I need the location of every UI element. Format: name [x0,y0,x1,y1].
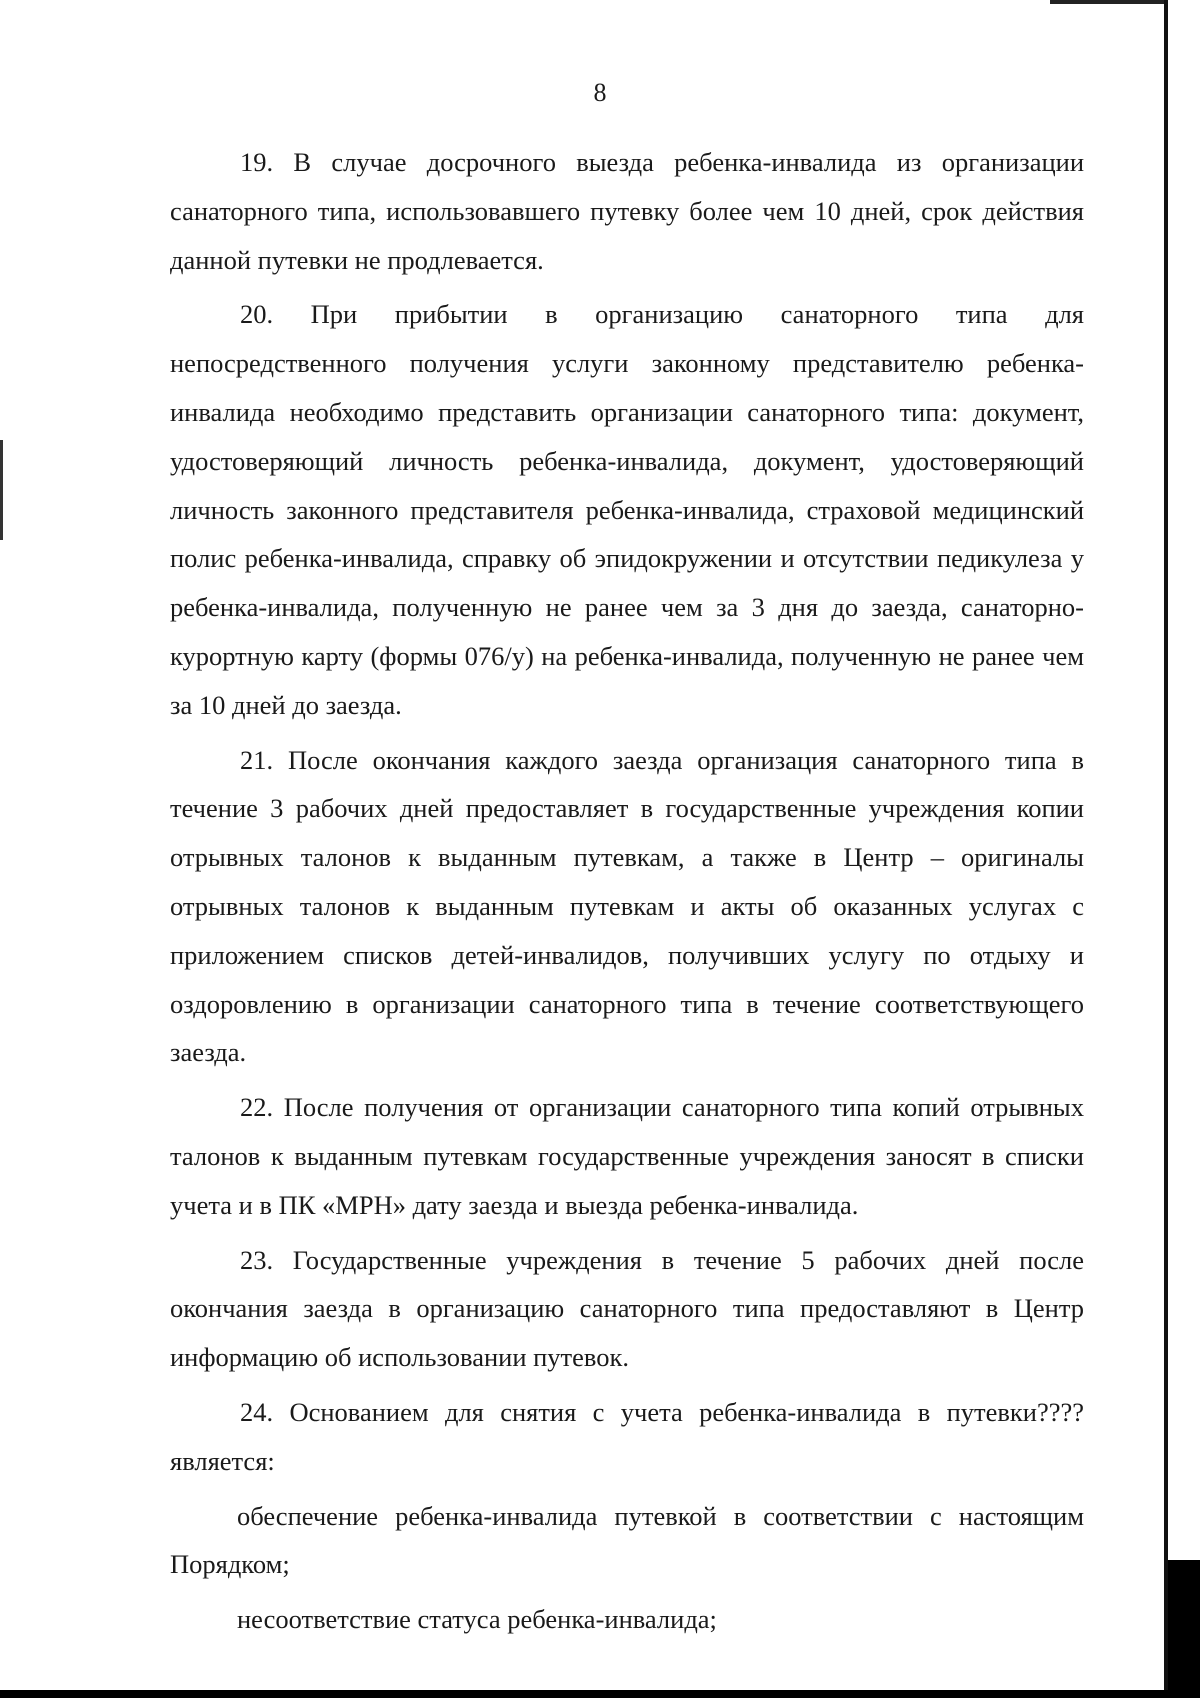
scan-edge-top [1050,0,1168,4]
list-item-2: несоответствие статуса ребенка-инвалида; [237,1604,717,1635]
paragraph-23: 23. Государственные учреждения в течение 5 рабочих дней после окончания заезда в организацию санаторного типа предоставляют в Центр информацию об использовании путевок. [170,1244,1084,1373]
paragraph-20: 20. При прибытии в организацию санаторного типа для непосредственного получения услуги законному представителю ребенка-инвалида необходимо представить организации санаторного типа: документ, удостоверяющий личность ребенка-инвалида, документ, удостоверяющий личность законного представителя ребенка-инвалида, страховой медицинский полис ребенка-инвалида, справку об эпидокружении и отсутствии педикулеза у ребенка-инвалида, полученную не ранее чем за 3 дня до заезда, санаторно-курортную карту (формы 076/у) на ребенка-инвалида, полученную не ранее чем за 10 дней до заезда. [170,299,1084,720]
scan-edge-right [1164,0,1168,1698]
list-item-1: обеспечение ребенка-инвалида путевкой в соответствии с настоящим Порядком; [170,1500,1084,1580]
paragraph-22: 22. После получения от организации санаторного типа копий отрывных талонов к выданным путевкам государственные учреждения заносят в списки учета и в ПК «МРН» дату заезда и выезда ребенка-инвалида. [170,1092,1084,1220]
scan-edge-left [0,440,3,540]
paragraph-19: 19. В случае досрочного выезда ребенка-инвалида из организации санаторного типа, использовавшего путевку более чем 10 дней, срок действия данной путевки не продлевается. [170,147,1084,275]
document-body [170,138,1084,1650]
scan-edge-corner [1168,1560,1200,1698]
paragraph-21: 21. После окончания каждого заезда организация санаторного типа в течение 3 рабочих дней предоставляет в государственные учреждения копии отрывных талонов к выданным путевкам, а также в Центр – оригиналы отрывных талонов к выданным путевкам и акты об оказанных услугах с приложением списков детей-инвалидов, получивших услугу по отдыху и оздоровлению в организации санаторного типа в течение соответствующего заезда. [170,744,1084,1068]
page-number: 8 [593,78,607,107]
scan-edge-bottom [0,1690,1200,1698]
paragraph-24: 24. Основанием для снятия с учета ребенка-инвалида в путевки???? является: [170,1396,1084,1476]
